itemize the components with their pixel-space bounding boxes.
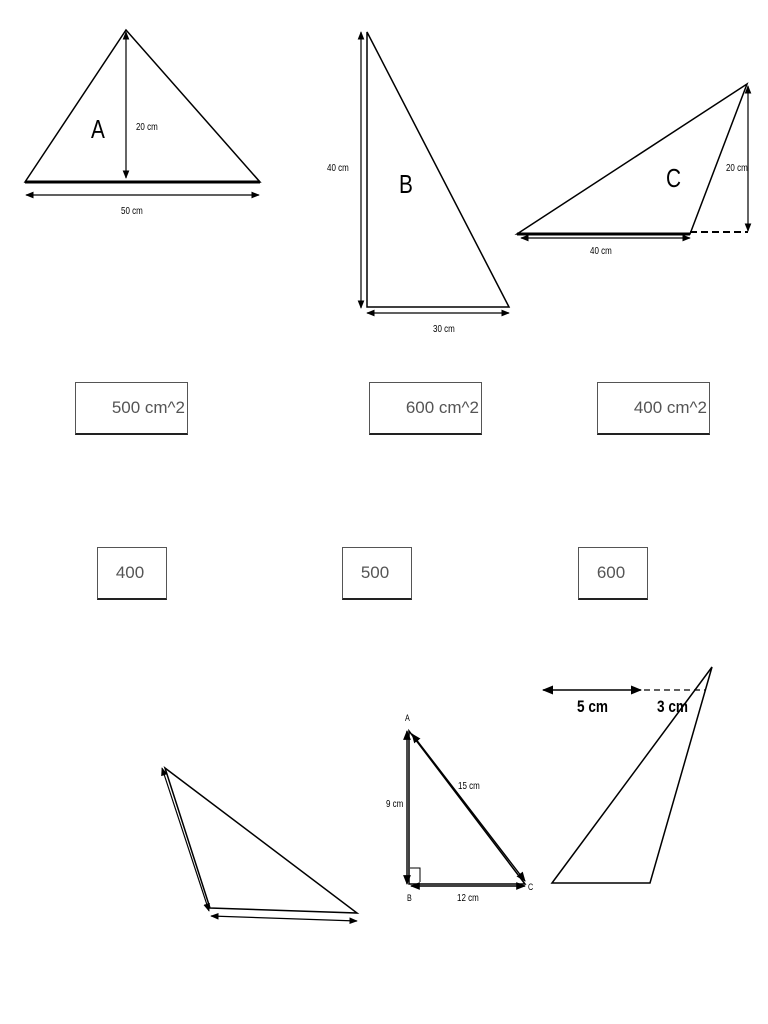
triangle-b-shape [367,32,509,307]
triangle-b-base-label: 30 cm [433,323,455,335]
answer-box-400[interactable] [597,382,710,435]
choice-box-400[interactable] [97,547,167,600]
triangle-b-letter: B [399,169,413,199]
triangle-c-shape [517,84,747,234]
triangle-unlabeled [162,768,357,921]
triangle-obtuse-base-label: 5 cm [577,697,608,717]
triangle-b [327,32,509,334]
triangle-obtuse-shape [552,667,712,883]
triangle-c-height-label: 20 cm [726,162,748,174]
answer-box-500-label: 500 cm^2 [111,398,185,417]
choice-box-600-label: 600 [596,563,626,582]
triangle-unlabeled-base-arrow [211,916,357,921]
vertex-c-label: C [528,882,534,893]
side-bc-label: 12 cm [457,892,479,904]
right-triangle-shape [409,731,525,884]
triangle-b-height-label: 40 cm [327,162,349,174]
right-angle-marker [410,868,420,882]
choice-box-400-label: 400 [115,563,145,582]
triangle-c-letter: C [666,163,682,193]
answer-box-500[interactable] [75,382,188,435]
answer-box-600[interactable] [369,382,482,435]
triangle-unlabeled-shape [165,768,357,913]
right-triangle-hypotenuse-arrow [412,734,525,881]
triangle-a-shape [25,30,260,182]
side-ab-label: 9 cm [386,798,404,810]
triangle-a-base-label: 50 cm [121,205,143,217]
choice-box-600[interactable] [578,547,648,600]
triangle-unlabeled-side-arrow [162,768,209,911]
triangle-c [517,84,748,256]
triangle-obtuse-extension-label: 3 cm [657,697,688,717]
triangle-a-letter: A [91,114,105,144]
vertex-a-label: A [405,713,410,724]
triangle-c-base-label: 40 cm [590,245,612,257]
vertex-b-label: B [407,893,412,904]
answer-box-400-label: 400 cm^2 [633,398,707,417]
triangle-obtuse [543,667,712,883]
answer-box-600-label: 600 cm^2 [405,398,479,417]
choice-box-500-label: 500 [360,563,390,582]
choice-box-500[interactable] [342,547,412,600]
right-triangle-abc [386,713,533,903]
side-ac-label: 15 cm [458,780,480,792]
triangle-a [25,30,260,216]
triangle-a-height-label: 20 cm [136,121,158,133]
